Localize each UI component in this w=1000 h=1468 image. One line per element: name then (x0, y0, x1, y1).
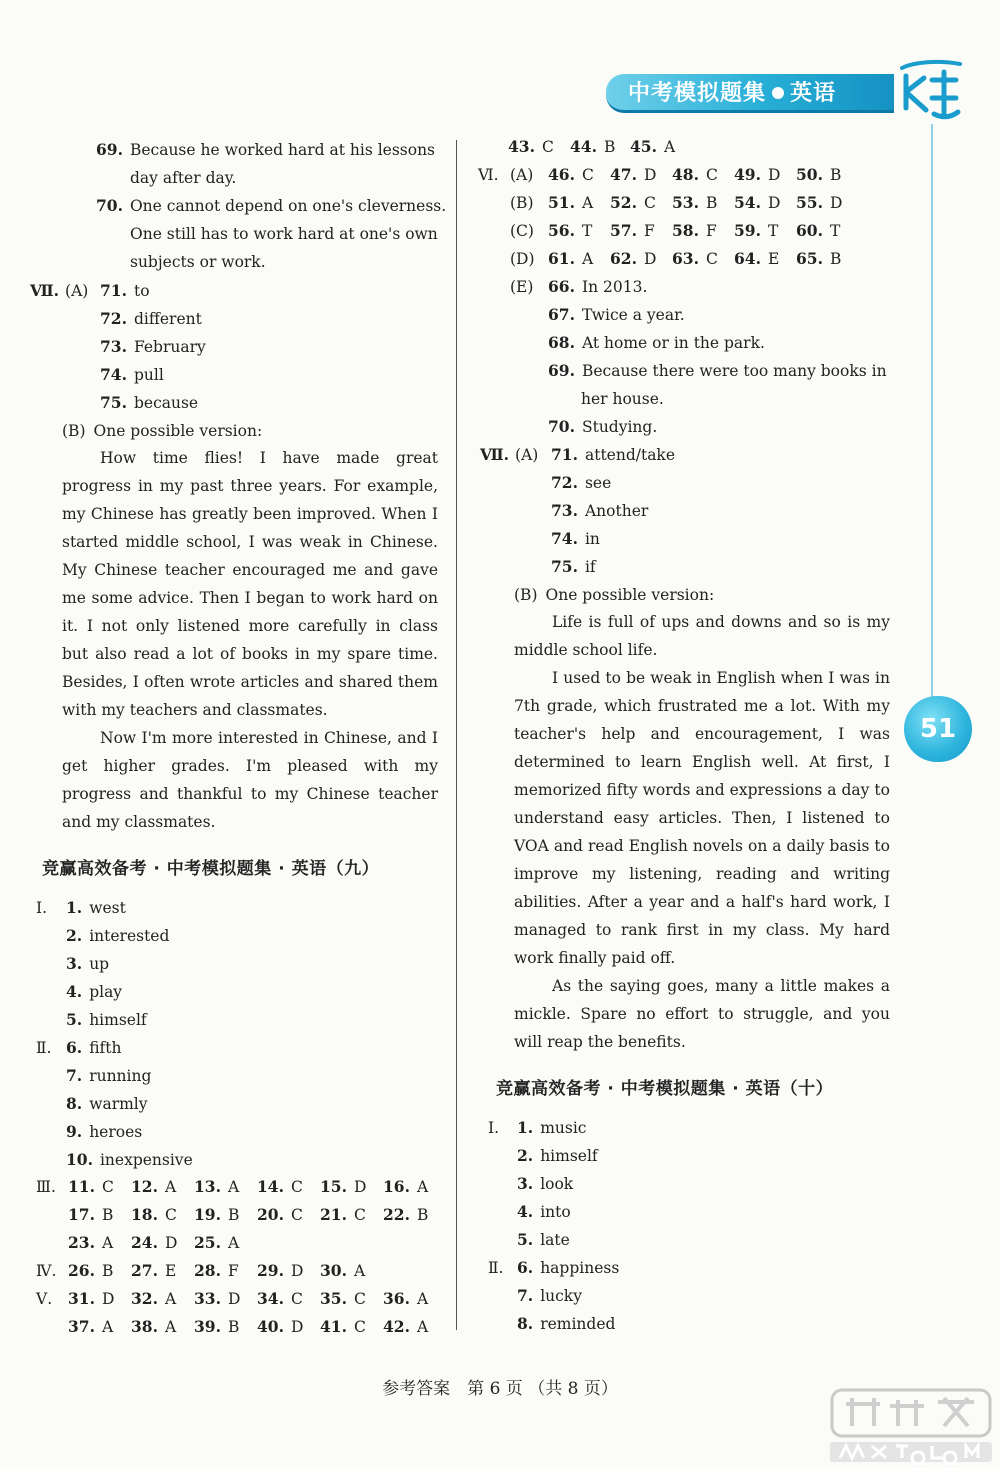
mc-answer: 28. F (194, 1261, 239, 1280)
answer-75: 75. if (551, 557, 596, 576)
answer-73: 73. Another (551, 501, 649, 520)
mc-answer: 16. A (383, 1177, 429, 1196)
mc-answer: 46. C (548, 165, 594, 184)
page-number-badge: 51 (904, 696, 972, 762)
mc-answer: 44. B (570, 137, 616, 156)
mc-answer: 37. A (68, 1317, 114, 1336)
essay-paragraph: How time flies! I have made great progress in my past three years. For example, my Chinese has greatly been improved. When I started middle school, I was weak in Chinese. My Chinese teacher encouraged me and gave me some advice. Then I began to work hard on it. I not only listened more carefully in class but also read a lot of books in my spare time. Besides, I often wrote articles and shared them with my teachers and classmates. (62, 449, 438, 719)
section-roman: Ⅴ. (36, 1290, 53, 1308)
mc-answer: 31. D (68, 1289, 115, 1308)
answer-70: 70. Studying. (548, 417, 658, 436)
mc-answer: 26. B (68, 1261, 114, 1280)
answer-69-cont: her house. (581, 390, 664, 408)
mc-answer: 11. C (68, 1177, 114, 1196)
answer-67: 67. Twice a year. (548, 305, 685, 324)
answer-9: 9. heroes (66, 1122, 143, 1141)
section-roman: Ⅱ. (488, 1259, 504, 1277)
mc-answer: 23. A (68, 1233, 114, 1252)
mc-answer: 59. T (734, 221, 779, 240)
answer-8: 8. reminded (517, 1314, 616, 1333)
mc-answer: 35. C (320, 1289, 366, 1308)
brand-logo-icon (894, 58, 966, 122)
answer-70: 70. One cannot depend on one's cleverness. (96, 196, 447, 215)
mc-answer: 42. A (383, 1317, 429, 1336)
mc-answer: 17. B (68, 1205, 114, 1224)
mc-answer: 41. C (320, 1317, 366, 1336)
mc-answer: 36. A (383, 1289, 429, 1308)
mc-answer: 43. C (508, 137, 554, 156)
answer-3: 3. up (66, 954, 110, 973)
mc-answer: 62. D (610, 249, 657, 268)
part-label: (C) (510, 222, 534, 240)
answer-5: 5. late (517, 1230, 570, 1249)
essay-intro: (B) One possible version: (62, 422, 263, 440)
section-roman: Ⅱ. (36, 1039, 52, 1057)
answer-2: 2. interested (66, 926, 170, 945)
mc-answer: 20. C (257, 1205, 303, 1224)
mc-answer: 60. T (796, 221, 841, 240)
mc-answer: 48. C (672, 165, 718, 184)
answer-4: 4. into (517, 1202, 571, 1221)
section-roman: Ⅶ. (A) (480, 445, 539, 464)
mc-answer: 33. D (194, 1289, 241, 1308)
mc-answer: 63. C (672, 249, 718, 268)
part-label: (B) (510, 194, 534, 212)
header-dot-icon (772, 87, 784, 99)
mc-answer: 45. A (630, 137, 676, 156)
mc-answer: 25. A (194, 1233, 240, 1252)
mc-answer: 39. B (194, 1317, 240, 1336)
section-roman: Ⅰ. (36, 899, 48, 917)
answer-10: 10. inexpensive (66, 1150, 193, 1169)
answer-6: 6. fifth (66, 1038, 122, 1057)
mc-answer: 22. B (383, 1205, 429, 1224)
set-9-title: 竞赢高效备考 · 中考模拟题集 · 英语（九） (42, 859, 380, 879)
mc-answer: 19. B (194, 1205, 240, 1224)
answer-1: 1. west (66, 898, 126, 917)
mc-answer: 56. T (548, 221, 593, 240)
section-roman: Ⅲ. (36, 1178, 56, 1196)
mc-answer: 27. E (131, 1261, 177, 1280)
section-roman: Ⅶ. (A) (30, 281, 89, 300)
mc-answer: 61. A (548, 249, 594, 268)
mc-answer: 30. A (320, 1261, 366, 1280)
answer-73: 73. February (100, 337, 206, 356)
header-title-right: 英语 (790, 81, 837, 106)
mc-answer: 50. B (796, 165, 842, 184)
section-roman: Ⅰ. (488, 1119, 500, 1137)
answer-1: 1. music (517, 1118, 587, 1137)
section-roman: Ⅵ. (478, 166, 499, 184)
answer-2: 2. himself (517, 1146, 598, 1165)
mc-answer: 12. A (131, 1177, 177, 1196)
mc-answer: 65. B (796, 249, 842, 268)
mc-answer: 13. A (194, 1177, 240, 1196)
mc-answer: 58. F (672, 221, 717, 240)
essay-paragraph: Life is full of ups and downs and so is my middle school life. (514, 613, 890, 659)
answer-7: 7. lucky (517, 1286, 582, 1305)
mc-answer: 55. D (796, 193, 843, 212)
mc-answer: 40. D (257, 1317, 304, 1336)
mc-answer: 64. E (734, 249, 780, 268)
mc-answer: 53. B (672, 193, 718, 212)
essay-paragraph: Now I'm more interested in Chinese, and I get higher grades. I'm pleased with my progress and thankful to my Chinese teacher and my classmates. (62, 729, 438, 831)
essay-paragraph: As the saying goes, many a little makes a mickle. Spare no effort to struggle, and you will reap the benefits. (514, 977, 890, 1051)
essay-intro: (B) One possible version: (514, 586, 715, 604)
section-roman: Ⅳ. (36, 1262, 57, 1280)
mc-answer: 15. D (320, 1177, 367, 1196)
answer-72: 72. different (100, 309, 202, 328)
answer-69: 69. Because he worked hard at his lessons (96, 140, 436, 159)
mc-answer: 32. A (131, 1289, 177, 1308)
column-divider (456, 140, 457, 1330)
answer-68: 68. At home or in the park. (548, 333, 765, 352)
mc-answer: 29. D (257, 1261, 304, 1280)
answer-71: 71. attend/take (551, 445, 676, 464)
answer-8: 8. warmly (66, 1094, 148, 1113)
mc-answer: 34. C (257, 1289, 303, 1308)
answer-75: 75. because (100, 393, 199, 412)
answer-66: 66. In 2013. (548, 277, 648, 296)
answer-72: 72. see (551, 473, 612, 492)
part-label: (D) (510, 250, 535, 268)
answer-69: 69. Because there were too many books in (548, 361, 887, 380)
mc-answer: 51. A (548, 193, 594, 212)
watermark-logo-icon (826, 1384, 996, 1466)
essay-paragraph: I used to be weak in English when I was in 7th grade, which frustrated me a lot. With my teacher's help and encouragement, I was determined to learn English well. At first, I memorized fifty words and expressions a day to understand easy articles. Then, I listened to VOA and read English novels on a daily basis to improve my listening, reading and writing abilities. After a year and a half's hard work, I managed to rank first in my class. My hard work finally paid off. (514, 669, 890, 967)
mc-answer: 57. F (610, 221, 655, 240)
answer-70-cont: One still has to work hard at one's own (130, 225, 438, 243)
answer-6: 6. happiness (517, 1258, 620, 1277)
answer-3: 3. look (517, 1174, 574, 1193)
mc-answer: 49. D (734, 165, 781, 184)
answer-70-cont: subjects or work. (130, 253, 266, 271)
header-title-left: 中考模拟题集 (628, 81, 767, 106)
answer-4: 4. play (66, 982, 123, 1001)
page-footer: 参考答案 第 6 页 （共 8 页） (382, 1379, 618, 1399)
answer-69-cont: day after day. (130, 169, 237, 187)
mc-answer: 14. C (257, 1177, 303, 1196)
part-label: (A) (510, 166, 534, 184)
part-label: (E) (510, 278, 534, 296)
mc-answer: 54. D (734, 193, 781, 212)
mc-answer: 24. D (131, 1233, 178, 1252)
answer-7: 7. running (66, 1066, 152, 1085)
set-10-title: 竞赢高效备考 · 中考模拟题集 · 英语（十） (496, 1079, 834, 1099)
mc-answer: 18. C (131, 1205, 177, 1224)
answer-74: 74. pull (100, 365, 164, 384)
mc-answer: 38. A (131, 1317, 177, 1336)
header-title (628, 76, 836, 107)
answer-71: 71. to (100, 281, 150, 300)
answer-5: 5. himself (66, 1010, 147, 1029)
answer-74: 74. in (551, 529, 600, 548)
mc-answer: 52. C (610, 193, 656, 212)
mc-answer: 21. C (320, 1205, 366, 1224)
right-margin-rule (931, 124, 933, 704)
mc-answer: 47. D (610, 165, 657, 184)
